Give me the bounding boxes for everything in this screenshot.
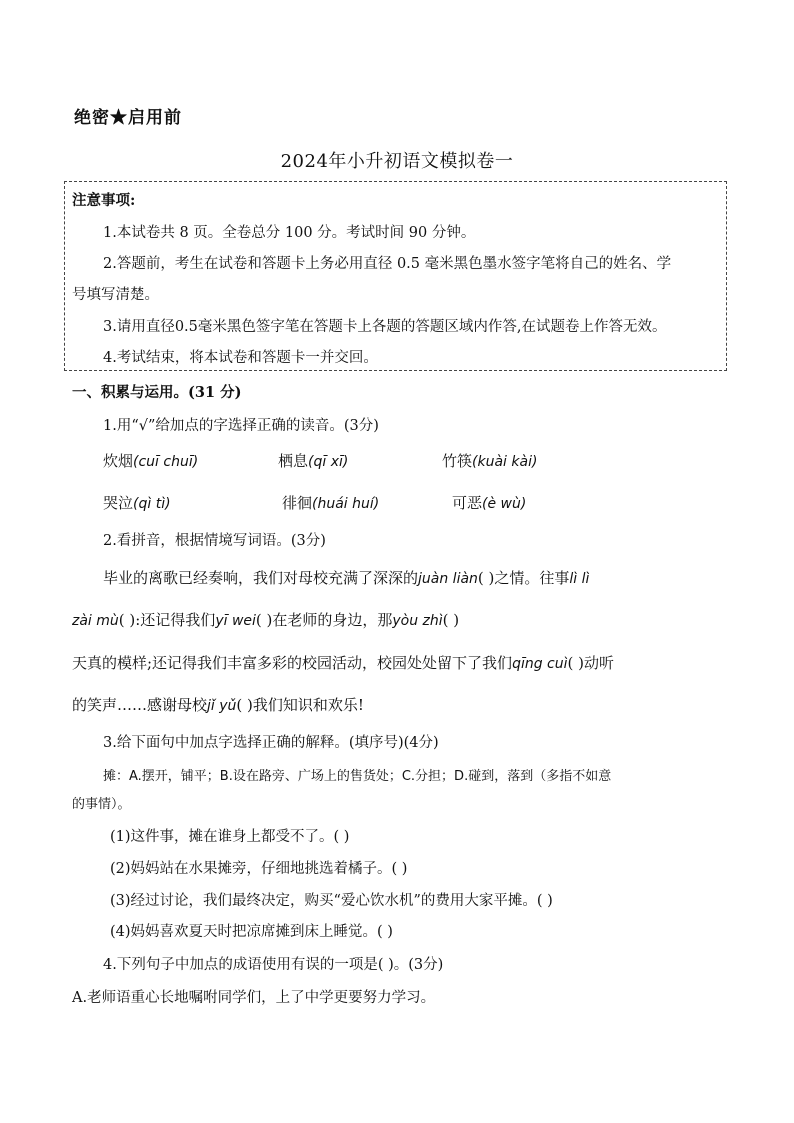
question-stem: 4.下列句子中加点的成语使用有误的一项是( )。(3分) — [103, 957, 444, 973]
choice-word: 竹筷 — [442, 452, 473, 470]
notice-item: 4.考试结束，将本试卷和答题卡一并交回。 — [103, 350, 378, 366]
sub-question: (3)经过讨论，我们最终决定，购买“爱心饮水机”的费用大家平摊。( ) — [110, 893, 553, 909]
choice-word: 炊烟 — [103, 452, 134, 470]
notice-item: 1.本试卷共 8 页。全卷总分 100 分。考试时间 90 分钟。 — [103, 225, 476, 241]
choice-options: (cuī chuī) — [133, 454, 199, 470]
choice-word: 徘徊 — [282, 494, 313, 512]
pinyin: lì lì — [569, 571, 590, 587]
answer-blank[interactable]: ( ) — [442, 611, 460, 629]
passage-text: 天真的模样;还记得我们丰富多彩的校园活动，校园处处留下了我们 — [72, 654, 513, 672]
choice-options: (huái huí) — [312, 496, 380, 512]
pinyin-choice — [442, 450, 537, 471]
answer-option: A.老师语重心长地嘱咐同学们，上了中学更要努力学习。 — [72, 990, 436, 1006]
pinyin-choice — [282, 492, 379, 513]
passage-text: 毕业的离歌已经奏响，我们对母校充满了深深的 — [103, 569, 419, 587]
choice-word: 栖息 — [278, 452, 309, 470]
definition-note: 的事情）。 — [72, 797, 131, 812]
sub-question: (1)这件事，摊在谁身上都受不了。( ) — [110, 829, 350, 845]
answer-blank[interactable]: ( )我们知识和欢乐! — [236, 696, 364, 714]
section-heading: 一、积累与运用。(31 分) — [72, 384, 242, 401]
pinyin: jǐ yǔ — [207, 698, 237, 714]
passage-text: 的笑声……感谢母校 — [72, 696, 208, 714]
question-stem: 3.给下面句中加点字选择正确的解释。(填序号)(4分) — [103, 735, 439, 751]
choice-options: (kuài kài) — [472, 454, 538, 470]
choice-word: 可恶 — [452, 494, 483, 512]
pinyin-choice — [278, 450, 348, 471]
passage-line — [103, 567, 589, 588]
notice-item: 号填写清楚。 — [72, 287, 159, 303]
answer-blank[interactable]: ( ):还记得我们 — [118, 611, 216, 629]
pinyin-choice — [452, 492, 526, 513]
answer-blank[interactable]: ( )在老师的身边，那 — [255, 611, 393, 629]
sub-question: (2)妈妈站在水果摊旁，仔细地挑选着橘子。( ) — [110, 861, 408, 877]
pinyin-choice — [103, 492, 171, 513]
secret-label: 绝密★启用前 — [74, 108, 182, 128]
question-stem: 2.看拼音，根据情境写词语。(3分) — [103, 533, 326, 549]
question-stem: 1.用“√”给加点的字选择正确的读音。(3分) — [103, 418, 379, 434]
choice-options: (qì tì) — [133, 496, 171, 512]
pinyin: qīng cuì — [512, 656, 568, 672]
choice-word: 哭泣 — [103, 494, 134, 512]
passage-line — [72, 652, 614, 673]
answer-blank[interactable]: ( )之情。往事 — [477, 569, 570, 587]
pinyin: juàn liàn — [418, 571, 478, 587]
notice-box — [64, 181, 727, 371]
passage-line — [72, 694, 364, 715]
notice-item: 2.答题前，考生在试卷和答题卡上务必用直径 0.5 毫米黑色墨水签字笔将自己的姓名、学 — [103, 256, 672, 272]
choice-options: (qī xī) — [308, 454, 349, 470]
definition-note: 摊：A.摆开，铺平；B.设在路旁、广场上的售货处；C.分担；D.碰到，落到（多指不如意 — [103, 769, 612, 784]
pinyin: zài mù — [72, 613, 119, 629]
pinyin: yòu zhì — [392, 613, 443, 629]
pinyin: yī wei — [215, 613, 256, 629]
choice-options: (è wù) — [482, 496, 527, 512]
answer-blank[interactable]: ( )动听 — [567, 654, 614, 672]
passage-line — [72, 609, 459, 630]
pinyin-choice — [103, 450, 198, 471]
notice-heading: 注意事项: — [72, 192, 136, 209]
sub-question: (4)妈妈喜欢夏天时把凉席摊到床上睡觉。( ) — [110, 924, 393, 940]
notice-item: 3.请用直径0.5毫米黑色签字笔在答题卡上各题的答题区域内作答,在试题卷上作答无效。 — [103, 319, 667, 335]
exam-title: 2024年小升初语文模拟卷一 — [280, 151, 514, 172]
